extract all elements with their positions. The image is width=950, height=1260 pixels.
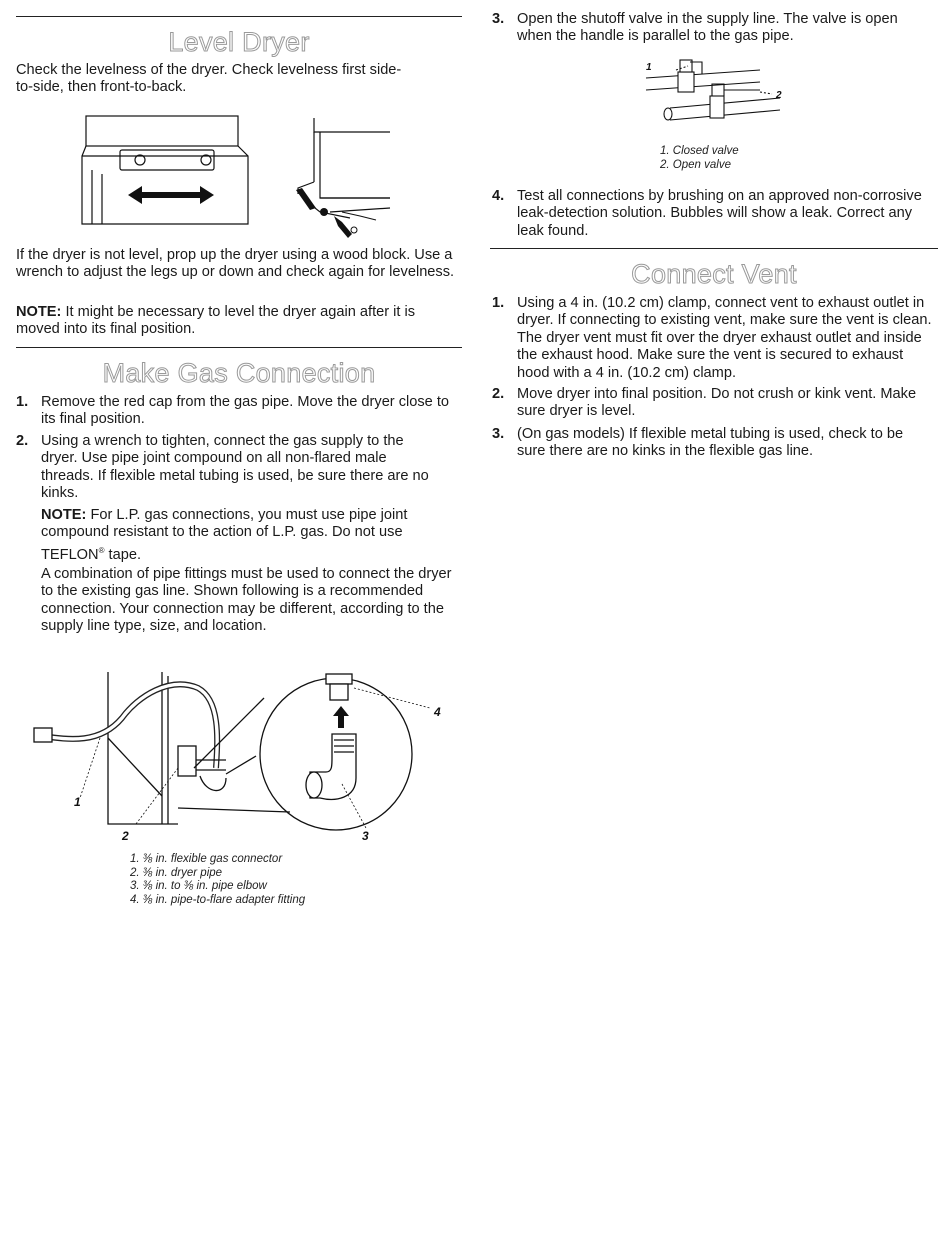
gas-caption-3: 3. ⅜ in. to ⅜ in. pipe elbow — [130, 880, 267, 892]
gas-note-text: For L.P. gas connections, you must use pipe joint compound resistant to the action of L.P. gas. Do not use TEFLON — [41, 507, 408, 563]
gas-note-label: NOTE: — [41, 507, 87, 523]
top-rule-left — [16, 16, 462, 17]
level-dryer-illustration — [80, 112, 400, 244]
valve-illustration — [640, 56, 790, 134]
gas-callout-1: 1 — [74, 795, 81, 809]
gas-captions — [130, 853, 305, 907]
gas-callout-4: 4 — [434, 705, 441, 719]
valve-captions — [660, 145, 739, 172]
gas-callout-3: 3 — [362, 829, 369, 843]
note-label: NOTE: — [16, 304, 62, 320]
level-dryer-intro: Check the levelness of the dryer. Check levelness first side-to-side, then front-to-back. — [16, 62, 402, 96]
gas-step-3-num: 3. — [492, 11, 505, 27]
level-dryer-heading: Level Dryer — [168, 27, 310, 57]
vent-heading: Connect Vent — [631, 259, 797, 289]
valve-callout-1: 1 — [646, 62, 652, 73]
gas-step-3-text: Open the shutoff valve in the supply line. The valve is open when the handle is parallel to the gas pipe. — [517, 11, 898, 45]
registered-mark: ® — [98, 545, 105, 555]
vent-step-1-text: Using a 4 in. (10.2 cm) clamp, connect vent to exhaust outlet in dryer. If connecting to existing vent, make sure the vent is clean. The dryer vent must fit over the dryer exhaust outlet and inside the exhaust hood. Make sure the vent is secured to exhaust hood with a 4 in. (10.2 cm) clamp. — [517, 295, 932, 381]
level-dryer-note — [16, 304, 456, 339]
vent-step-2-num: 2. — [492, 386, 505, 402]
vent-step-2-text: Move dryer into final position. Do not crush or kink vent. Make sure dryer is level. — [517, 386, 917, 420]
gas-caption-4: 4. ⅜ in. pipe-to-flare adapter fitting — [130, 893, 306, 906]
vent-step-3 — [492, 426, 938, 462]
gas-step-4-num: 4. — [492, 188, 505, 204]
level-dryer-para: If the dryer is not level, prop up the dryer using a wood block. Use a wrench to adjust the legs up or down and check again for levelness. — [16, 247, 455, 281]
gas-step-2-num: 2. — [16, 433, 29, 449]
gas-heading: Make Gas Connection — [102, 358, 376, 388]
gas-callout-2: 2 — [122, 829, 129, 843]
note-text: It might be necessary to level the dryer again after it is moved into its final position. — [16, 304, 416, 338]
gas-step-1-text: Remove the red cap from the gas pipe. Move the dryer close to its final position. — [41, 394, 450, 428]
gas-note-end: tape. — [104, 546, 141, 563]
gas-step-1 — [16, 394, 462, 430]
gas-combo-para: A combination of pipe fittings must be used to connect the dryer to the existing gas line. Shown following is a recommended connection. Your connection may be different, according to the supply line type, size, and location. — [41, 566, 452, 635]
vent-step-3-num: 3. — [492, 426, 505, 442]
valve-caption-1: 1. Closed valve — [660, 145, 739, 157]
gas-connection-illustration — [30, 648, 450, 848]
gas-caption-2: 2. ⅜ in. dryer pipe — [130, 866, 223, 879]
gas-caption-1: 1. ⅜ in. flexible gas connector — [130, 853, 283, 865]
gas-step-4 — [492, 188, 938, 242]
valve-caption-2: 2. Open valve — [660, 158, 731, 171]
gas-rule — [16, 347, 462, 348]
gas-step-4-text: Test all connections by brushing on an approved non-corrosive leak-detection solution. Bubbles will show a leak. Correct any leak found. — [517, 188, 922, 239]
vent-step-2 — [492, 386, 938, 422]
gas-step-2 — [16, 433, 462, 505]
gas-note — [41, 507, 446, 564]
gas-step-1-num: 1. — [16, 394, 29, 410]
vent-step-1-num: 1. — [492, 295, 505, 311]
vent-step-3-text: (On gas models) If flexible metal tubing is used, check to be sure there are no kinks in the flexible gas line. — [517, 426, 904, 460]
vent-step-1 — [492, 295, 938, 383]
vent-rule — [490, 248, 938, 249]
gas-step-3 — [492, 11, 938, 47]
gas-step-2-text: Using a wrench to tighten, connect the gas supply to the dryer. Use pipe joint compound on all non-flared male threads. If flexible metal tubing is used, be sure there are no kinks. — [41, 433, 429, 502]
valve-callout-2: 2 — [776, 90, 782, 101]
